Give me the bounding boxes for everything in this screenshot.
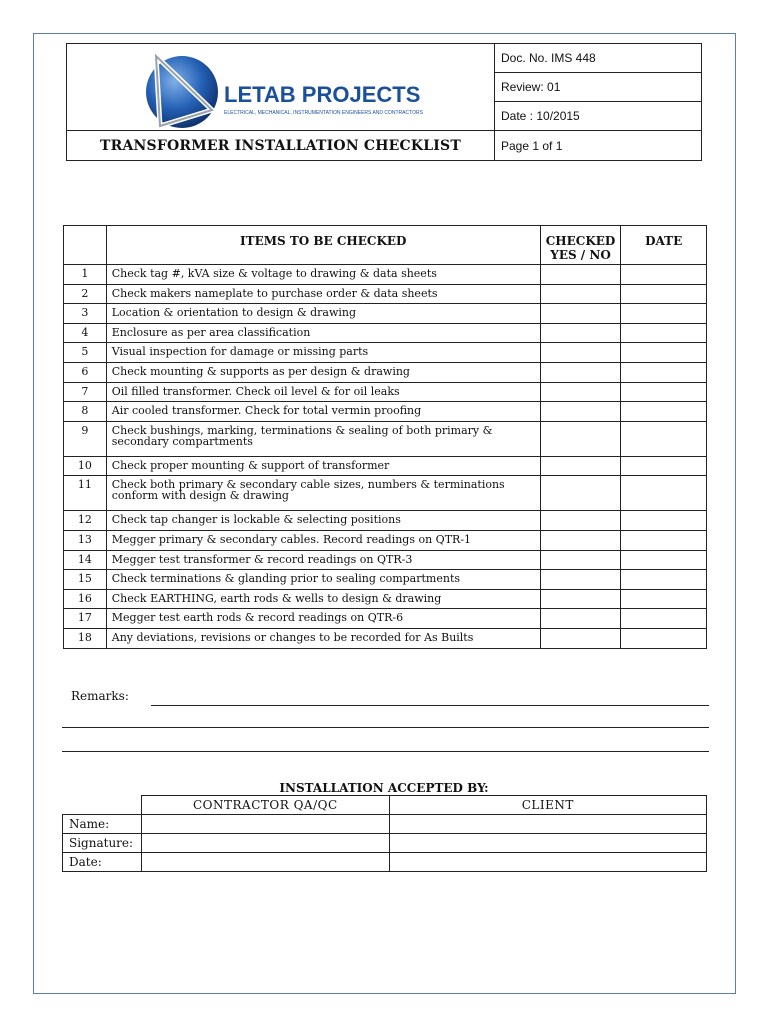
row-number: 8 [64, 402, 107, 422]
checklist-row [64, 421, 707, 456]
checklist-item: Visual inspection for damage or missing parts [106, 343, 540, 363]
row-number: 13 [64, 530, 107, 550]
remarks-line-1[interactable] [151, 705, 709, 706]
row-number: 2 [64, 284, 107, 304]
checklist-item: Check proper mounting & support of transformer [106, 456, 540, 476]
date-cell[interactable] [621, 402, 707, 422]
date-cell[interactable] [621, 570, 707, 590]
date-cell[interactable] [621, 628, 707, 648]
checked-cell[interactable] [540, 550, 621, 570]
checked-cell[interactable] [540, 456, 621, 476]
checklist-row [64, 362, 707, 382]
date-cell[interactable] [621, 265, 707, 285]
acceptance-title: INSTALLATION ACCEPTED BY: [279, 781, 489, 795]
date-cell[interactable] [621, 530, 707, 550]
checked-cell[interactable] [540, 402, 621, 422]
checklist-table [63, 225, 707, 649]
checked-cell[interactable] [540, 570, 621, 590]
page-number: Page 1 of 1 [501, 139, 563, 153]
checklist-row [64, 589, 707, 609]
checklist-item: Check mounting & supports as per design & drawing [106, 362, 540, 382]
checked-cell[interactable] [540, 362, 621, 382]
date-cell[interactable] [621, 343, 707, 363]
row-number: 5 [64, 343, 107, 363]
date-cell[interactable] [621, 589, 707, 609]
document-header [66, 43, 702, 161]
checklist-row [64, 476, 707, 511]
checklist-item: Check terminations & glanding prior to sealing compartments [106, 570, 540, 590]
checklist-item: Oil filled transformer. Check oil level & for oil leaks [106, 382, 540, 402]
contractor-date-field[interactable] [141, 853, 389, 872]
checklist-row [64, 609, 707, 629]
date-label: Date: [63, 853, 142, 872]
checked-cell[interactable] [540, 609, 621, 629]
checklist-row [64, 304, 707, 324]
row-number: 3 [64, 304, 107, 324]
client-signature-field[interactable] [389, 834, 706, 853]
checklist-item: Check bushings, marking, terminations & sealing of both primary & secondary compartments [106, 421, 540, 456]
row-number: 17 [64, 609, 107, 629]
row-number: 9 [64, 421, 107, 456]
checklist-row [64, 402, 707, 422]
checklist-row [64, 628, 707, 648]
remarks-line-3[interactable] [62, 751, 709, 752]
checklist-item: Megger test transformer & record readings on QTR-3 [106, 550, 540, 570]
acceptance-table [62, 795, 707, 872]
date-header: DATE [621, 226, 707, 265]
date-cell[interactable] [621, 609, 707, 629]
checklist-item: Enclosure as per area classification [106, 323, 540, 343]
checklist-item: Location & orientation to design & drawing [106, 304, 540, 324]
row-number: 6 [64, 362, 107, 382]
checked-cell[interactable] [540, 343, 621, 363]
checklist-row [64, 570, 707, 590]
checked-header: CHECKED YES / NO [540, 226, 621, 265]
row-number: 11 [64, 476, 107, 511]
date-cell[interactable] [621, 421, 707, 456]
checklist-item: Air cooled transformer. Check for total vermin proofing [106, 402, 540, 422]
checked-cell[interactable] [540, 382, 621, 402]
checklist-item: Check tag #, kVA size & voltage to drawing & data sheets [106, 265, 540, 285]
date-cell[interactable] [621, 323, 707, 343]
row-number: 10 [64, 456, 107, 476]
checked-cell[interactable] [540, 421, 621, 456]
checked-cell[interactable] [540, 589, 621, 609]
client-header: CLIENT [389, 796, 706, 815]
checklist-row [64, 265, 707, 285]
date-cell[interactable] [621, 511, 707, 531]
date-cell[interactable] [621, 382, 707, 402]
client-date-field[interactable] [389, 853, 706, 872]
date-cell[interactable] [621, 304, 707, 324]
client-name-field[interactable] [389, 815, 706, 834]
checklist-row [64, 323, 707, 343]
acceptance-corner [63, 796, 142, 815]
contractor-name-field[interactable] [141, 815, 389, 834]
items-header: ITEMS TO BE CHECKED [106, 226, 540, 265]
checked-cell[interactable] [540, 530, 621, 550]
name-label: Name: [63, 815, 142, 834]
checklist-item: Check makers nameplate to purchase order & data sheets [106, 284, 540, 304]
document-title: TRANSFORMER INSTALLATION CHECKLIST [100, 138, 461, 154]
checked-cell[interactable] [540, 284, 621, 304]
review-number: Review: 01 [495, 73, 702, 102]
row-number: 14 [64, 550, 107, 570]
date-cell[interactable] [621, 284, 707, 304]
doc-number: Doc. No. IMS 448 [495, 44, 702, 73]
company-logo [142, 48, 482, 128]
checked-cell[interactable] [540, 476, 621, 511]
date-cell[interactable] [621, 476, 707, 511]
row-number: 16 [64, 589, 107, 609]
checklist-row [64, 456, 707, 476]
row-number: 4 [64, 323, 107, 343]
date-cell[interactable] [621, 362, 707, 382]
contractor-header: CONTRACTOR QA/QC [141, 796, 389, 815]
checklist-row [64, 382, 707, 402]
checked-cell[interactable] [540, 628, 621, 648]
date-cell[interactable] [621, 550, 707, 570]
company-name: LETAB PROJECTS [224, 82, 421, 107]
checked-cell[interactable] [540, 304, 621, 324]
row-number: 15 [64, 570, 107, 590]
number-header [64, 226, 107, 265]
row-number: 7 [64, 382, 107, 402]
checked-cell[interactable] [540, 323, 621, 343]
checklist-item: Megger test earth rods & record readings on QTR-6 [106, 609, 540, 629]
checklist-row [64, 511, 707, 531]
checklist-item: Any deviations, revisions or changes to be recorded for As Builts [106, 628, 540, 648]
signature-label: Signature: [63, 834, 142, 853]
checklist-row [64, 550, 707, 570]
doc-date: Date : 10/2015 [495, 102, 702, 131]
checklist-row [64, 343, 707, 363]
row-number: 1 [64, 265, 107, 285]
contractor-signature-field[interactable] [141, 834, 389, 853]
checked-cell[interactable] [540, 511, 621, 531]
date-cell[interactable] [621, 456, 707, 476]
row-number: 12 [64, 511, 107, 531]
row-number: 18 [64, 628, 107, 648]
checklist-item: Megger primary & secondary cables. Record readings on QTR-1 [106, 530, 540, 550]
checklist-item: Check tap changer is lockable & selecting positions [106, 511, 540, 531]
remarks-label: Remarks: [71, 689, 129, 703]
checklist-row [64, 530, 707, 550]
checklist-row [64, 284, 707, 304]
checklist-item: Check EARTHING, earth rods & wells to design & drawing [106, 589, 540, 609]
company-tagline: ELECTRICAL, MECHANICAL, INSTRUMENTATION ENGINEERS AND CONTRACTORS [224, 110, 423, 116]
checked-cell[interactable] [540, 265, 621, 285]
checklist-item: Check both primary & secondary cable sizes, numbers & terminations conform with design & drawing [106, 476, 540, 511]
remarks-line-2[interactable] [62, 727, 709, 728]
